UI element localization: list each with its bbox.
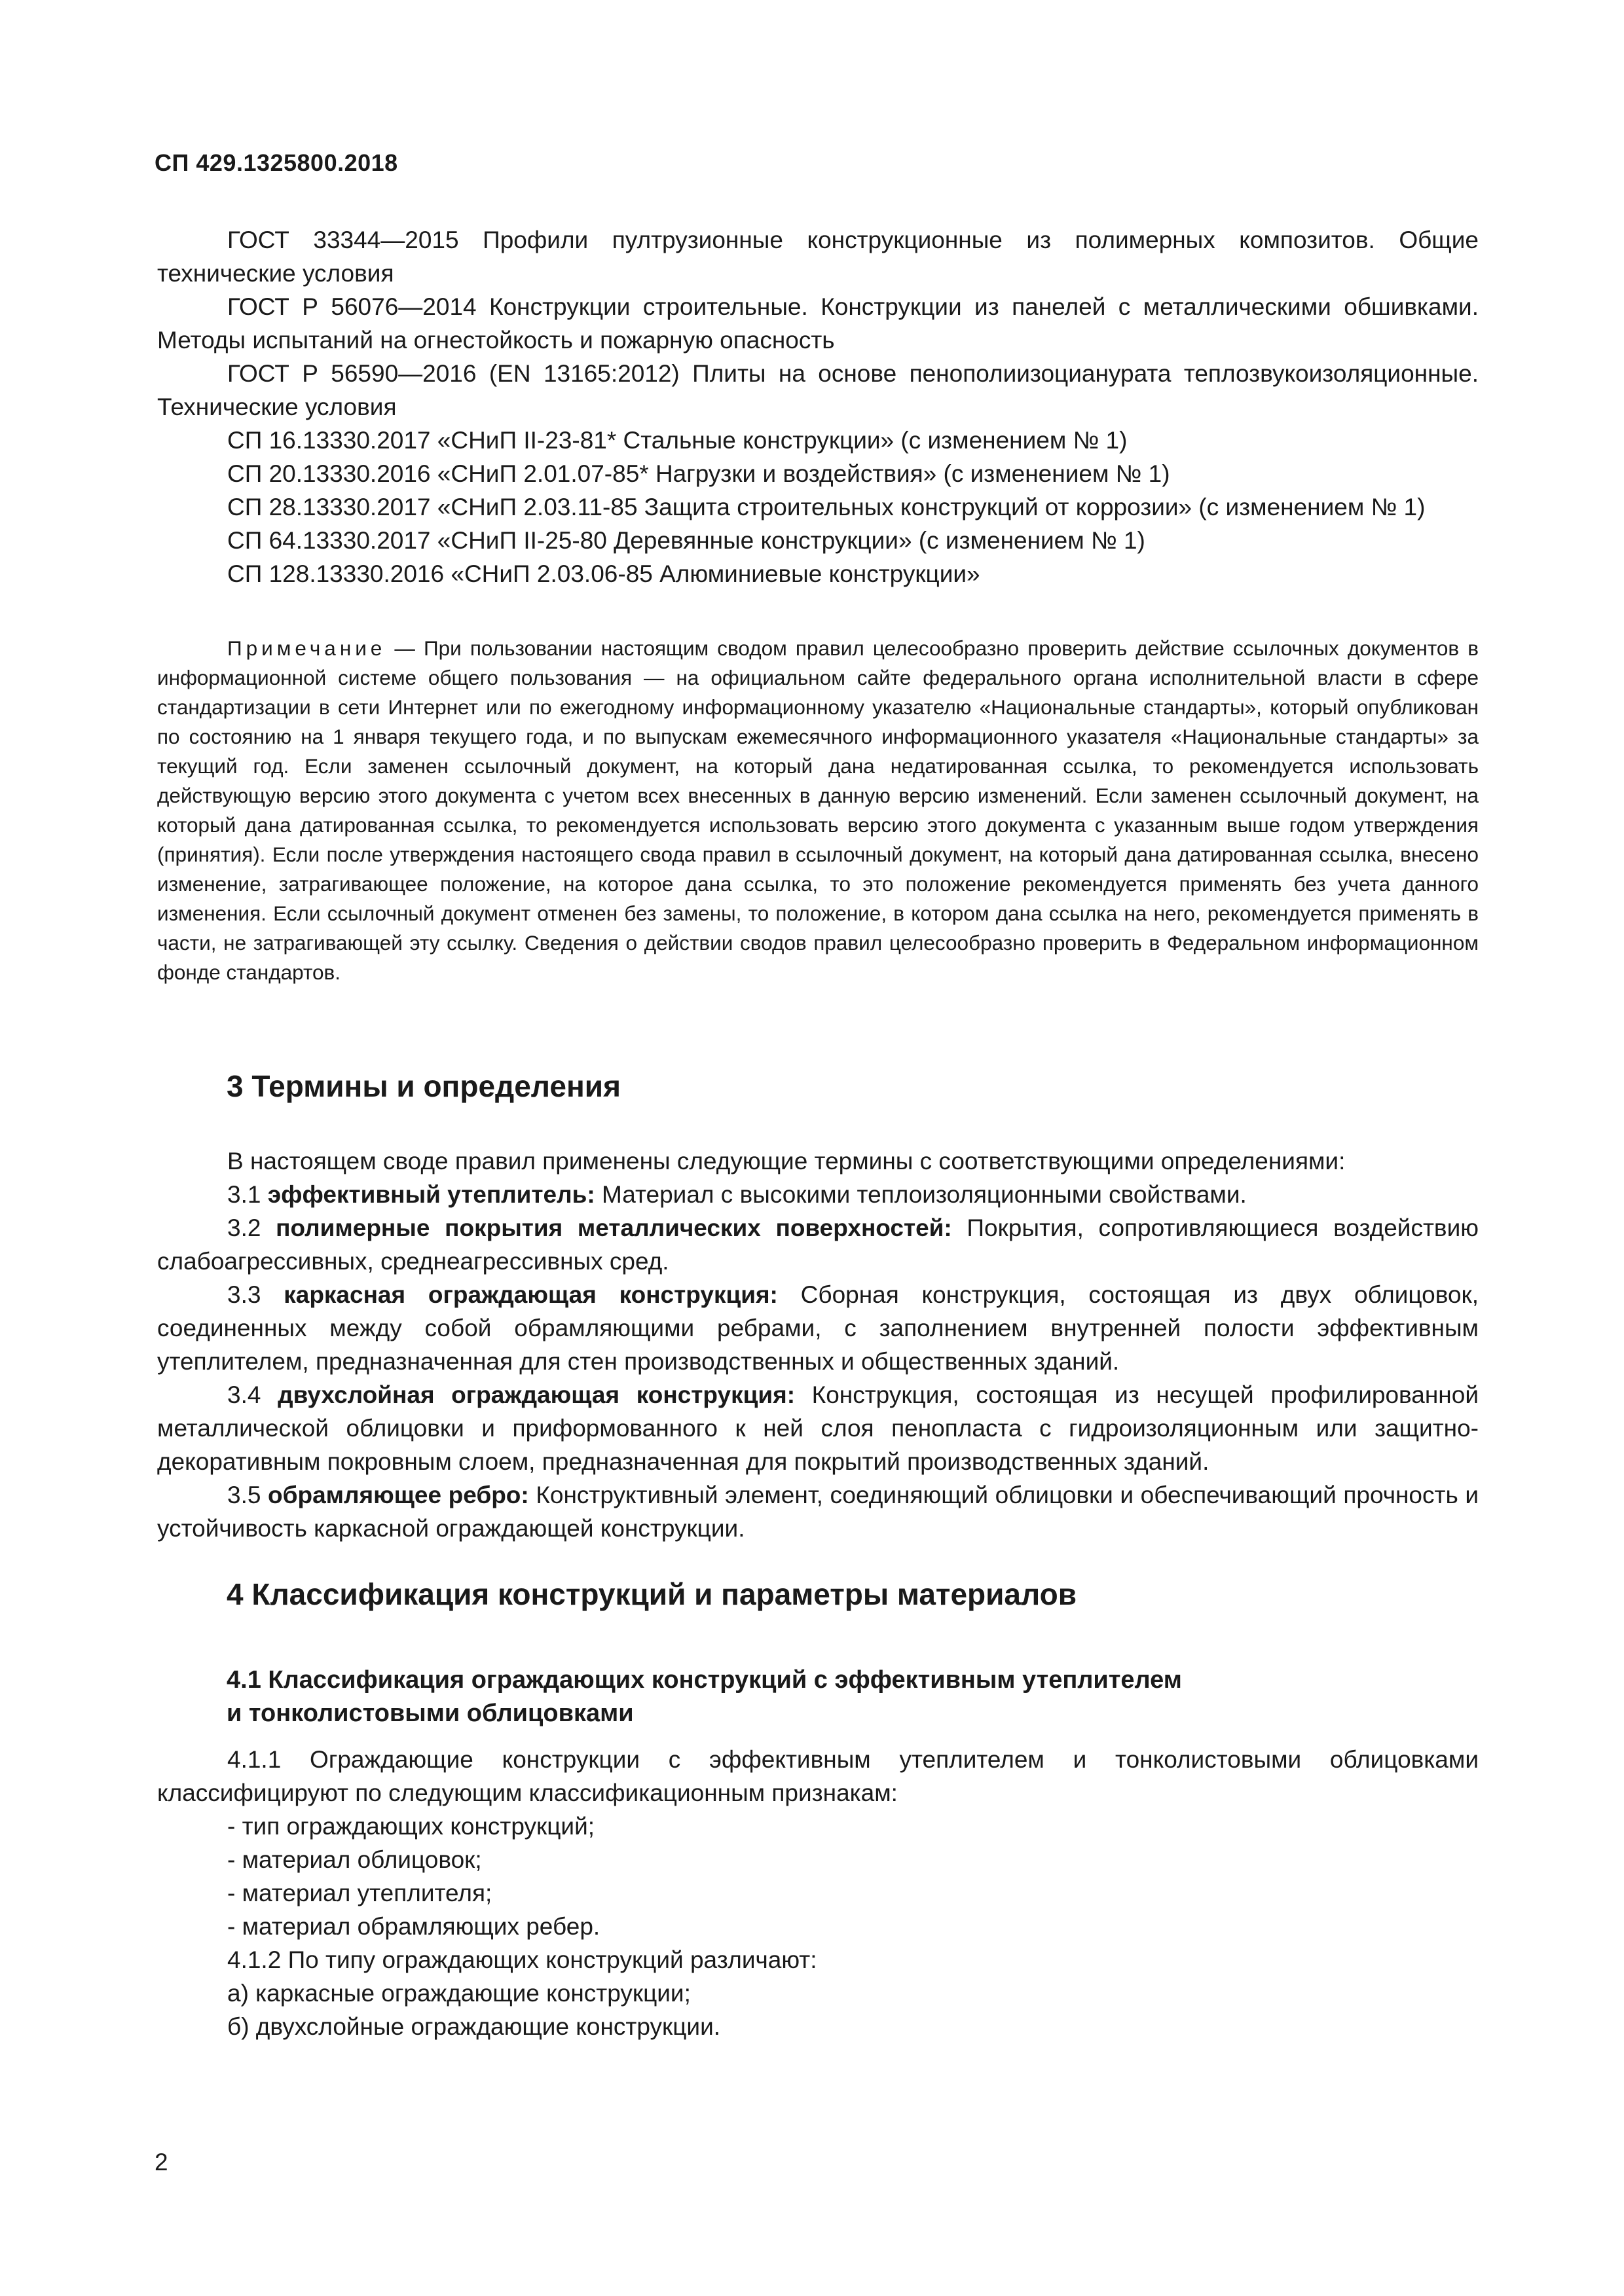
- reference-item: ГОСТ 33344—2015 Профили пултрузионные конструкционные из полимерных композитов. Общие технические условия: [157, 227, 1479, 287]
- term-name: полимерные покрытия металлических поверхностей:: [276, 1214, 952, 1241]
- term-definition: 3.2 полимерные покрытия металлических поверхностей: Покрытия, сопротивляющиеся воздействию слабоагрессивных, среднеагрессивных сред.: [157, 1214, 1479, 1275]
- reference-item: ГОСТ Р 56590—2016 (EN 13165:2012) Плиты на основе пенополиизоцианурата теплозвукоизоляционные. Технические условия: [157, 360, 1479, 420]
- reference-item: СП 16.13330.2017 «СНиП II-23-81* Стальные конструкции» (с изменением № 1): [227, 427, 1128, 454]
- note-text: — При пользовании настоящим сводом правил целесообразно проверить действие ссылочных документов в информационной системе общего пользования — на официальном сайте федерального органа исполнительной власти в сфере стандартизации в сети Интернет или по ежегодному информационному указателю «Национальные стандарты», который опубликован по состоянию на 1 января текущего года, и по выпускам ежемесячного информационного указателя «Национальные стандарты» за текущий год. Если заменен ссылочный документ, на который дана недатированная ссылка, то рекомендуется использовать действующую версию этого документа с учетом всех внесенных в данную версию изменений. Если заменен ссылочный документ, на который дана датированная ссылка, то рекомендуется использовать версию этого документа с указанным выше годом утверждения (принятия). Если после утверждения настоящего свода правил в ссылочный документ, на который дана датированная ссылка, внесено изменение, затрагивающее положение, на которое дана ссылка, то это положение рекомендуется применять без учета данного изменения. Если ссылочный документ отменен без замены, то положение, в котором дана ссылка на него, рекомендуется применять в части, не затрагивающей эту ссылку. Сведения о действии сводов правил целесообразно проверить в Федеральном информационном фонде стандартов.: [157, 636, 1479, 984]
- term-name: эффективный утеплитель:: [267, 1181, 595, 1208]
- reference-item: СП 28.13330.2017 «СНиП 2.03.11-85 Защита строительных конструкций от коррозии» (с изменением № 1): [227, 494, 1426, 520]
- note-label: Примечание: [227, 636, 386, 660]
- paragraph-4-1-1: 4.1.1 Ограждающие конструкции с эффективным утеплителем и тонколистовыми облицовками классифицируют по следующим классификационным признакам:: [157, 1746, 1479, 1806]
- normative-references-list: [157, 223, 1479, 591]
- criteria-item: - тип ограждающих конструкций;: [227, 1813, 595, 1840]
- terms-intro: В настоящем своде правил применены следующие термины с соответствующими определениями:: [227, 1148, 1346, 1175]
- reference-item: СП 128.13330.2016 «СНиП 2.03.06-85 Алюминиевые конструкции»: [227, 560, 980, 587]
- classification-text: [157, 1743, 1479, 2043]
- section-4-heading: 4 Классификация конструкций и параметры материалов: [227, 1577, 1077, 1611]
- term-definition: 3.3 каркасная ограждающая конструкция: Сборная конструкция, состоящая из двух облицовок, соединенных между собой обрамляющими ребрами, с заполнением внутренней полости эффективным утеплителем, предназначенная для стен производственных и общественных зданий.: [157, 1281, 1479, 1375]
- term-definition: 3.1 эффективный утеплитель: Материал с высокими теплоизоляционными свойствами.: [227, 1181, 1247, 1208]
- term-definition: 3.5 обрамляющее ребро: Конструктивный элемент, соединяющий облицовки и обеспечивающий прочность и устойчивость каркасной ограждающей конструкции.: [157, 1482, 1479, 1542]
- criteria-item: - материал утеплителя;: [227, 1880, 492, 1906]
- criteria-item: - материал обрамляющих ребер.: [227, 1913, 600, 1940]
- document-header-code: СП 429.1325800.2018: [155, 149, 398, 176]
- term-name: каркасная ограждающая конструкция:: [284, 1281, 778, 1308]
- reference-item: СП 20.13330.2016 «СНиП 2.01.07-85* Нагрузки и воздействия» (с изменением № 1): [227, 460, 1170, 487]
- type-item: б) двухслойные ограждающие конструкции.: [227, 2013, 721, 2040]
- type-item: а) каркасные ограждающие конструкции;: [227, 1980, 691, 2007]
- reference-item: ГОСТ Р 56076—2014 Конструкции строительные. Конструкции из панелей с металлическими обшивками. Методы испытаний на огнестойкость и пожарную опасность: [157, 293, 1479, 354]
- subsection-4-1-heading: 4.1 Классификация ограждающих конструкций с эффективным утеплителем и тонколистовыми облицовками: [227, 1666, 1182, 1727]
- term-name: обрамляющее ребро:: [268, 1482, 529, 1508]
- paragraph-4-1-2: 4.1.2 По типу ограждающих конструкций различают:: [227, 1946, 817, 1973]
- term-name: двухслойная ограждающая конструкция:: [278, 1381, 796, 1408]
- page-number: 2: [155, 2149, 168, 2176]
- references-note: [157, 634, 1479, 987]
- terms-definitions: [157, 1144, 1479, 1545]
- section-3-heading: 3 Термины и определения: [227, 1069, 621, 1103]
- reference-item: СП 64.13330.2017 «СНиП II-25-80 Деревянные конструкции» (с изменением № 1): [227, 527, 1145, 554]
- criteria-item: - материал облицовок;: [227, 1846, 482, 1873]
- term-definition: 3.4 двухслойная ограждающая конструкция: Конструкция, состоящая из несущей профилированной металлической облицовки и приформованного к ней слоя пенопласта с гидроизоляционным или защитно-декоративным покровным слоем, предназначенная для покрытий производственных зданий.: [157, 1381, 1479, 1475]
